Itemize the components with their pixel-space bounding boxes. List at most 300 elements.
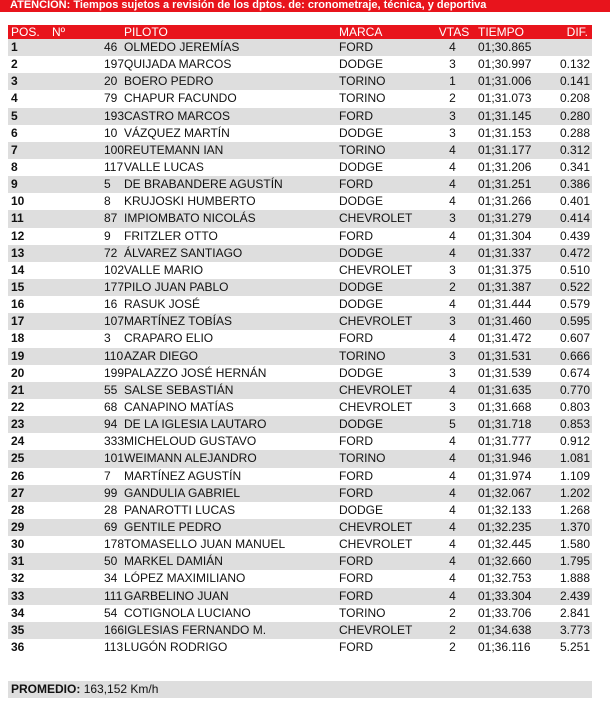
- cell-laps: 2: [430, 90, 475, 107]
- cell-number: 7: [49, 468, 121, 485]
- cell-diff: 0.132: [544, 56, 592, 73]
- cell-pos: 36: [8, 639, 49, 656]
- cell-pos: 21: [8, 382, 49, 399]
- table-row: [8, 159, 592, 176]
- cell-brand: CHEVROLET: [336, 262, 430, 279]
- cell-brand: CHEVROLET: [336, 313, 430, 330]
- cell-diff: 0.386: [544, 176, 592, 193]
- cell-driver: IGLESIAS FERNANDO M.: [121, 622, 336, 639]
- cell-time: 01;31.375: [475, 262, 544, 279]
- header-pos: POS.: [8, 25, 49, 39]
- cell-diff: 0.208: [544, 90, 592, 107]
- cell-number: 34: [49, 570, 121, 587]
- cell-pos: 29: [8, 519, 49, 536]
- cell-time: 01;31.177: [475, 142, 544, 159]
- cell-pos: 8: [8, 159, 49, 176]
- cell-brand: TORINO: [336, 73, 430, 90]
- cell-laps: 2: [430, 279, 475, 296]
- cell-driver: RASUK JOSÉ: [121, 296, 336, 313]
- cell-laps: 4: [430, 536, 475, 553]
- cell-pos: 27: [8, 485, 49, 502]
- cell-laps: 3: [430, 365, 475, 382]
- cell-laps: 4: [430, 296, 475, 313]
- cell-driver: VALLE MARIO: [121, 262, 336, 279]
- cell-laps: 3: [430, 348, 475, 365]
- cell-number: 68: [49, 399, 121, 416]
- cell-diff: 0.803: [544, 399, 592, 416]
- cell-laps: 4: [430, 468, 475, 485]
- cell-diff: 3.773: [544, 622, 592, 639]
- cell-driver: LUGÓN RODRIGO: [121, 639, 336, 656]
- cell-time: 01;31.635: [475, 382, 544, 399]
- cell-time: 01;32.067: [475, 485, 544, 502]
- cell-pos: 22: [8, 399, 49, 416]
- cell-time: 01;31.206: [475, 159, 544, 176]
- table-header-row: [8, 25, 592, 39]
- cell-laps: 3: [430, 210, 475, 227]
- table-row: [8, 56, 592, 73]
- cell-driver: MICHELOUD GUSTAVO: [121, 433, 336, 450]
- cell-driver: IMPIOMBATO NICOLÁS: [121, 210, 336, 227]
- cell-time: 01;31.145: [475, 108, 544, 125]
- cell-driver: MARKEL DAMIÁN: [121, 553, 336, 570]
- cell-time: 01;31.279: [475, 210, 544, 227]
- cell-driver: VÁZQUEZ MARTÍN: [121, 125, 336, 142]
- table-row: [8, 502, 592, 519]
- cell-brand: FORD: [336, 553, 430, 570]
- cell-time: 01;31.974: [475, 468, 544, 485]
- cell-pos: 2: [8, 56, 49, 73]
- cell-laps: 3: [430, 108, 475, 125]
- cell-driver: WEIMANN ALEJANDRO: [121, 450, 336, 467]
- cell-laps: 4: [430, 39, 475, 56]
- cell-pos: 11: [8, 210, 49, 227]
- cell-brand: CHEVROLET: [336, 519, 430, 536]
- results-table: [8, 25, 592, 656]
- table-row: [8, 176, 592, 193]
- cell-diff: 1.888: [544, 570, 592, 587]
- cell-brand: DODGE: [336, 296, 430, 313]
- cell-number: 333: [49, 433, 121, 450]
- cell-driver: COTIGNOLA LUCIANO: [121, 605, 336, 622]
- cell-pos: 4: [8, 90, 49, 107]
- table-row: [8, 399, 592, 416]
- table-row: [8, 39, 592, 56]
- cell-time: 01;31.073: [475, 90, 544, 107]
- cell-number: 10: [49, 125, 121, 142]
- cell-driver: LÓPEZ MAXIMILIANO: [121, 570, 336, 587]
- cell-pos: 19: [8, 348, 49, 365]
- cell-driver: REUTEMANN IAN: [121, 142, 336, 159]
- cell-number: 8: [49, 193, 121, 210]
- cell-diff: 1.370: [544, 519, 592, 536]
- cell-driver: GENTILE PEDRO: [121, 519, 336, 536]
- cell-brand: TORINO: [336, 142, 430, 159]
- cell-time: 01;31.006: [475, 73, 544, 90]
- cell-brand: FORD: [336, 485, 430, 502]
- cell-pos: 34: [8, 605, 49, 622]
- cell-brand: TORINO: [336, 90, 430, 107]
- cell-number: 94: [49, 416, 121, 433]
- cell-driver: ÁLVAREZ SANTIAGO: [121, 245, 336, 262]
- table-row: [8, 570, 592, 587]
- cell-time: 01;31.444: [475, 296, 544, 313]
- cell-diff: 0.510: [544, 262, 592, 279]
- cell-diff: 5.251: [544, 639, 592, 656]
- cell-laps: 3: [430, 125, 475, 142]
- cell-number: 113: [49, 639, 121, 656]
- cell-laps: 3: [430, 313, 475, 330]
- cell-laps: 4: [430, 519, 475, 536]
- average-label: PROMEDIO:: [11, 682, 81, 696]
- cell-brand: FORD: [336, 330, 430, 347]
- cell-pos: 1: [8, 39, 49, 56]
- cell-number: 101: [49, 450, 121, 467]
- cell-time: 01;31.472: [475, 330, 544, 347]
- cell-laps: 4: [430, 433, 475, 450]
- cell-driver: MARTÍNEZ AGUSTÍN: [121, 468, 336, 485]
- cell-brand: DODGE: [336, 279, 430, 296]
- cell-driver: BOERO PEDRO: [121, 73, 336, 90]
- cell-number: 199: [49, 365, 121, 382]
- table-row: [8, 73, 592, 90]
- cell-number: 166: [49, 622, 121, 639]
- cell-pos: 15: [8, 279, 49, 296]
- table-row: [8, 468, 592, 485]
- cell-diff: 0.472: [544, 245, 592, 262]
- table-row: [8, 416, 592, 433]
- table-row: [8, 210, 592, 227]
- cell-driver: TOMASELLO JUAN MANUEL: [121, 536, 336, 553]
- cell-laps: 2: [430, 605, 475, 622]
- cell-brand: FORD: [336, 588, 430, 605]
- average-value: 163,152 Km/h: [83, 682, 159, 696]
- cell-time: 01;31.777: [475, 433, 544, 450]
- cell-pos: 3: [8, 73, 49, 90]
- cell-brand: FORD: [336, 108, 430, 125]
- cell-diff: 0.288: [544, 125, 592, 142]
- cell-brand: FORD: [336, 570, 430, 587]
- cell-pos: 35: [8, 622, 49, 639]
- cell-laps: 3: [430, 399, 475, 416]
- cell-diff: 1.795: [544, 553, 592, 570]
- cell-laps: 2: [430, 622, 475, 639]
- cell-driver: AZAR DIEGO: [121, 348, 336, 365]
- cell-laps: 4: [430, 382, 475, 399]
- cell-brand: CHEVROLET: [336, 382, 430, 399]
- cell-pos: 28: [8, 502, 49, 519]
- header-number: Nº: [49, 25, 121, 39]
- cell-brand: TORINO: [336, 605, 430, 622]
- cell-driver: CANAPINO MATÍAS: [121, 399, 336, 416]
- cell-number: 5: [49, 176, 121, 193]
- table-row: [8, 142, 592, 159]
- table-row: [8, 108, 592, 125]
- cell-laps: 4: [430, 570, 475, 587]
- cell-laps: 4: [430, 485, 475, 502]
- cell-diff: 1.580: [544, 536, 592, 553]
- table-row: [8, 485, 592, 502]
- cell-driver: PILO JUAN PABLO: [121, 279, 336, 296]
- cell-driver: CRAPARO ELIO: [121, 330, 336, 347]
- cell-diff: 0.579: [544, 296, 592, 313]
- table-row: [8, 553, 592, 570]
- cell-brand: FORD: [336, 176, 430, 193]
- cell-brand: TORINO: [336, 450, 430, 467]
- table-row: [8, 125, 592, 142]
- cell-number: 193: [49, 108, 121, 125]
- cell-driver: DE LA IGLESIA LAUTARO: [121, 416, 336, 433]
- table-row: [8, 262, 592, 279]
- cell-time: 01;31.718: [475, 416, 544, 433]
- cell-brand: CHEVROLET: [336, 399, 430, 416]
- cell-diff: 0.414: [544, 210, 592, 227]
- cell-laps: 4: [430, 502, 475, 519]
- header-diff: DIF.: [544, 25, 592, 39]
- cell-brand: FORD: [336, 468, 430, 485]
- cell-brand: DODGE: [336, 193, 430, 210]
- cell-number: 9: [49, 228, 121, 245]
- cell-diff: 1.109: [544, 468, 592, 485]
- cell-time: 01;36.116: [475, 639, 544, 656]
- average-speed-bar: [8, 681, 592, 698]
- table-row: [8, 228, 592, 245]
- cell-time: 01;31.266: [475, 193, 544, 210]
- cell-time: 01;31.337: [475, 245, 544, 262]
- cell-pos: 31: [8, 553, 49, 570]
- table-row: [8, 365, 592, 382]
- cell-number: 46: [49, 39, 121, 56]
- cell-pos: 10: [8, 193, 49, 210]
- cell-pos: 23: [8, 416, 49, 433]
- cell-driver: QUIJADA MARCOS: [121, 56, 336, 73]
- cell-diff: 0.770: [544, 382, 592, 399]
- cell-laps: 4: [430, 159, 475, 176]
- cell-brand: CHEVROLET: [336, 536, 430, 553]
- cell-diff: 0.912: [544, 433, 592, 450]
- table-row: [8, 450, 592, 467]
- cell-time: 01;33.304: [475, 588, 544, 605]
- cell-diff: 1.268: [544, 502, 592, 519]
- cell-time: 01;30.997: [475, 56, 544, 73]
- cell-number: 87: [49, 210, 121, 227]
- cell-diff: 0.439: [544, 228, 592, 245]
- cell-driver: SALSE SEBASTIÁN: [121, 382, 336, 399]
- table-row: [8, 605, 592, 622]
- cell-laps: 5: [430, 416, 475, 433]
- cell-driver: FRITZLER OTTO: [121, 228, 336, 245]
- cell-brand: DODGE: [336, 245, 430, 262]
- cell-pos: 32: [8, 570, 49, 587]
- cell-time: 01;31.946: [475, 450, 544, 467]
- cell-pos: 5: [8, 108, 49, 125]
- cell-time: 01;31.531: [475, 348, 544, 365]
- cell-time: 01;31.668: [475, 399, 544, 416]
- cell-brand: DODGE: [336, 502, 430, 519]
- cell-number: 20: [49, 73, 121, 90]
- cell-driver: PANAROTTI LUCAS: [121, 502, 336, 519]
- cell-pos: 13: [8, 245, 49, 262]
- cell-time: 01;31.251: [475, 176, 544, 193]
- cell-diff: 0.666: [544, 348, 592, 365]
- cell-pos: 33: [8, 588, 49, 605]
- cell-brand: DODGE: [336, 159, 430, 176]
- cell-diff: 1.202: [544, 485, 592, 502]
- cell-time: 01;32.660: [475, 553, 544, 570]
- cell-diff: 0.522: [544, 279, 592, 296]
- table-row: [8, 245, 592, 262]
- cell-number: 177: [49, 279, 121, 296]
- cell-diff: 0.341: [544, 159, 592, 176]
- cell-brand: CHEVROLET: [336, 622, 430, 639]
- cell-laps: 1: [430, 73, 475, 90]
- cell-diff: 2.841: [544, 605, 592, 622]
- cell-number: 69: [49, 519, 121, 536]
- header-driver: PILOTO: [121, 25, 336, 39]
- cell-brand: FORD: [336, 228, 430, 245]
- cell-diff: [544, 39, 592, 56]
- cell-laps: 4: [430, 245, 475, 262]
- table-row: [8, 433, 592, 450]
- table-row: [8, 279, 592, 296]
- cell-diff: 0.280: [544, 108, 592, 125]
- cell-diff: 0.141: [544, 73, 592, 90]
- cell-number: 111: [49, 588, 121, 605]
- table-row: [8, 313, 592, 330]
- cell-number: 99: [49, 485, 121, 502]
- table-row: [8, 348, 592, 365]
- cell-laps: 2: [430, 639, 475, 656]
- cell-time: 01;32.753: [475, 570, 544, 587]
- cell-time: 01;31.153: [475, 125, 544, 142]
- cell-number: 16: [49, 296, 121, 313]
- cell-driver: GARBELINO JUAN: [121, 588, 336, 605]
- table-row: [8, 622, 592, 639]
- cell-driver: OLMEDO JEREMÍAS: [121, 39, 336, 56]
- table-row: [8, 382, 592, 399]
- cell-number: 79: [49, 90, 121, 107]
- cell-number: 117: [49, 159, 121, 176]
- cell-time: 01;34.638: [475, 622, 544, 639]
- cell-number: 72: [49, 245, 121, 262]
- cell-number: 28: [49, 502, 121, 519]
- cell-time: 01;32.235: [475, 519, 544, 536]
- cell-pos: 30: [8, 536, 49, 553]
- cell-driver: VALLE LUCAS: [121, 159, 336, 176]
- cell-driver: CHAPUR FACUNDO: [121, 90, 336, 107]
- cell-pos: 26: [8, 468, 49, 485]
- cell-laps: 4: [430, 330, 475, 347]
- cell-laps: 4: [430, 193, 475, 210]
- cell-pos: 17: [8, 313, 49, 330]
- notice-banner: ATENCION: Tiempos sujetos a revisión de los dptos. de: cronometraje, técnica, y deportiva: [0, 0, 610, 12]
- cell-laps: 4: [430, 228, 475, 245]
- cell-driver: CASTRO MARCOS: [121, 108, 336, 125]
- cell-driver: MARTÍNEZ TOBÍAS: [121, 313, 336, 330]
- cell-pos: 16: [8, 296, 49, 313]
- cell-pos: 14: [8, 262, 49, 279]
- cell-diff: 1.081: [544, 450, 592, 467]
- table-row: [8, 519, 592, 536]
- cell-time: 01;32.445: [475, 536, 544, 553]
- cell-diff: 0.853: [544, 416, 592, 433]
- cell-time: 01;33.706: [475, 605, 544, 622]
- cell-pos: 12: [8, 228, 49, 245]
- cell-driver: KRUJOSKI HUMBERTO: [121, 193, 336, 210]
- cell-time: 01;31.539: [475, 365, 544, 382]
- cell-pos: 24: [8, 433, 49, 450]
- table-row: [8, 296, 592, 313]
- cell-brand: TORINO: [336, 348, 430, 365]
- cell-number: 197: [49, 56, 121, 73]
- cell-number: 55: [49, 382, 121, 399]
- cell-number: 110: [49, 348, 121, 365]
- header-brand: MARCA: [336, 25, 430, 39]
- cell-laps: 3: [430, 56, 475, 73]
- cell-brand: FORD: [336, 639, 430, 656]
- cell-pos: 25: [8, 450, 49, 467]
- cell-time: 01;31.460: [475, 313, 544, 330]
- cell-driver: DE BRABANDERE AGUSTÍN: [121, 176, 336, 193]
- cell-time: 01;31.304: [475, 228, 544, 245]
- cell-brand: FORD: [336, 39, 430, 56]
- cell-laps: 3: [430, 262, 475, 279]
- cell-laps: 4: [430, 176, 475, 193]
- table-row: [8, 536, 592, 553]
- table-row: [8, 588, 592, 605]
- table-row: [8, 639, 592, 656]
- cell-number: 50: [49, 553, 121, 570]
- cell-laps: 4: [430, 142, 475, 159]
- cell-brand: DODGE: [336, 56, 430, 73]
- cell-number: 102: [49, 262, 121, 279]
- cell-diff: 0.607: [544, 330, 592, 347]
- table-row: [8, 330, 592, 347]
- cell-driver: GANDULIA GABRIEL: [121, 485, 336, 502]
- cell-diff: 0.401: [544, 193, 592, 210]
- cell-diff: 2.439: [544, 588, 592, 605]
- cell-time: 01;30.865: [475, 39, 544, 56]
- cell-number: 178: [49, 536, 121, 553]
- cell-time: 01;31.387: [475, 279, 544, 296]
- cell-number: 100: [49, 142, 121, 159]
- cell-time: 01;32.133: [475, 502, 544, 519]
- cell-diff: 0.674: [544, 365, 592, 382]
- cell-brand: DODGE: [336, 125, 430, 142]
- cell-driver: PALAZZO JOSÉ HERNÁN: [121, 365, 336, 382]
- cell-diff: 0.312: [544, 142, 592, 159]
- cell-pos: 9: [8, 176, 49, 193]
- cell-pos: 7: [8, 142, 49, 159]
- cell-pos: 20: [8, 365, 49, 382]
- cell-brand: DODGE: [336, 416, 430, 433]
- table-row: [8, 193, 592, 210]
- header-laps: VTAS: [430, 25, 475, 39]
- cell-laps: 4: [430, 450, 475, 467]
- cell-brand: CHEVROLET: [336, 210, 430, 227]
- cell-brand: FORD: [336, 433, 430, 450]
- cell-brand: DODGE: [336, 365, 430, 382]
- cell-number: 3: [49, 330, 121, 347]
- cell-pos: 6: [8, 125, 49, 142]
- cell-diff: 0.595: [544, 313, 592, 330]
- table-row: [8, 90, 592, 107]
- cell-number: 107: [49, 313, 121, 330]
- cell-number: 54: [49, 605, 121, 622]
- cell-laps: 4: [430, 553, 475, 570]
- cell-laps: 4: [430, 588, 475, 605]
- cell-pos: 18: [8, 330, 49, 347]
